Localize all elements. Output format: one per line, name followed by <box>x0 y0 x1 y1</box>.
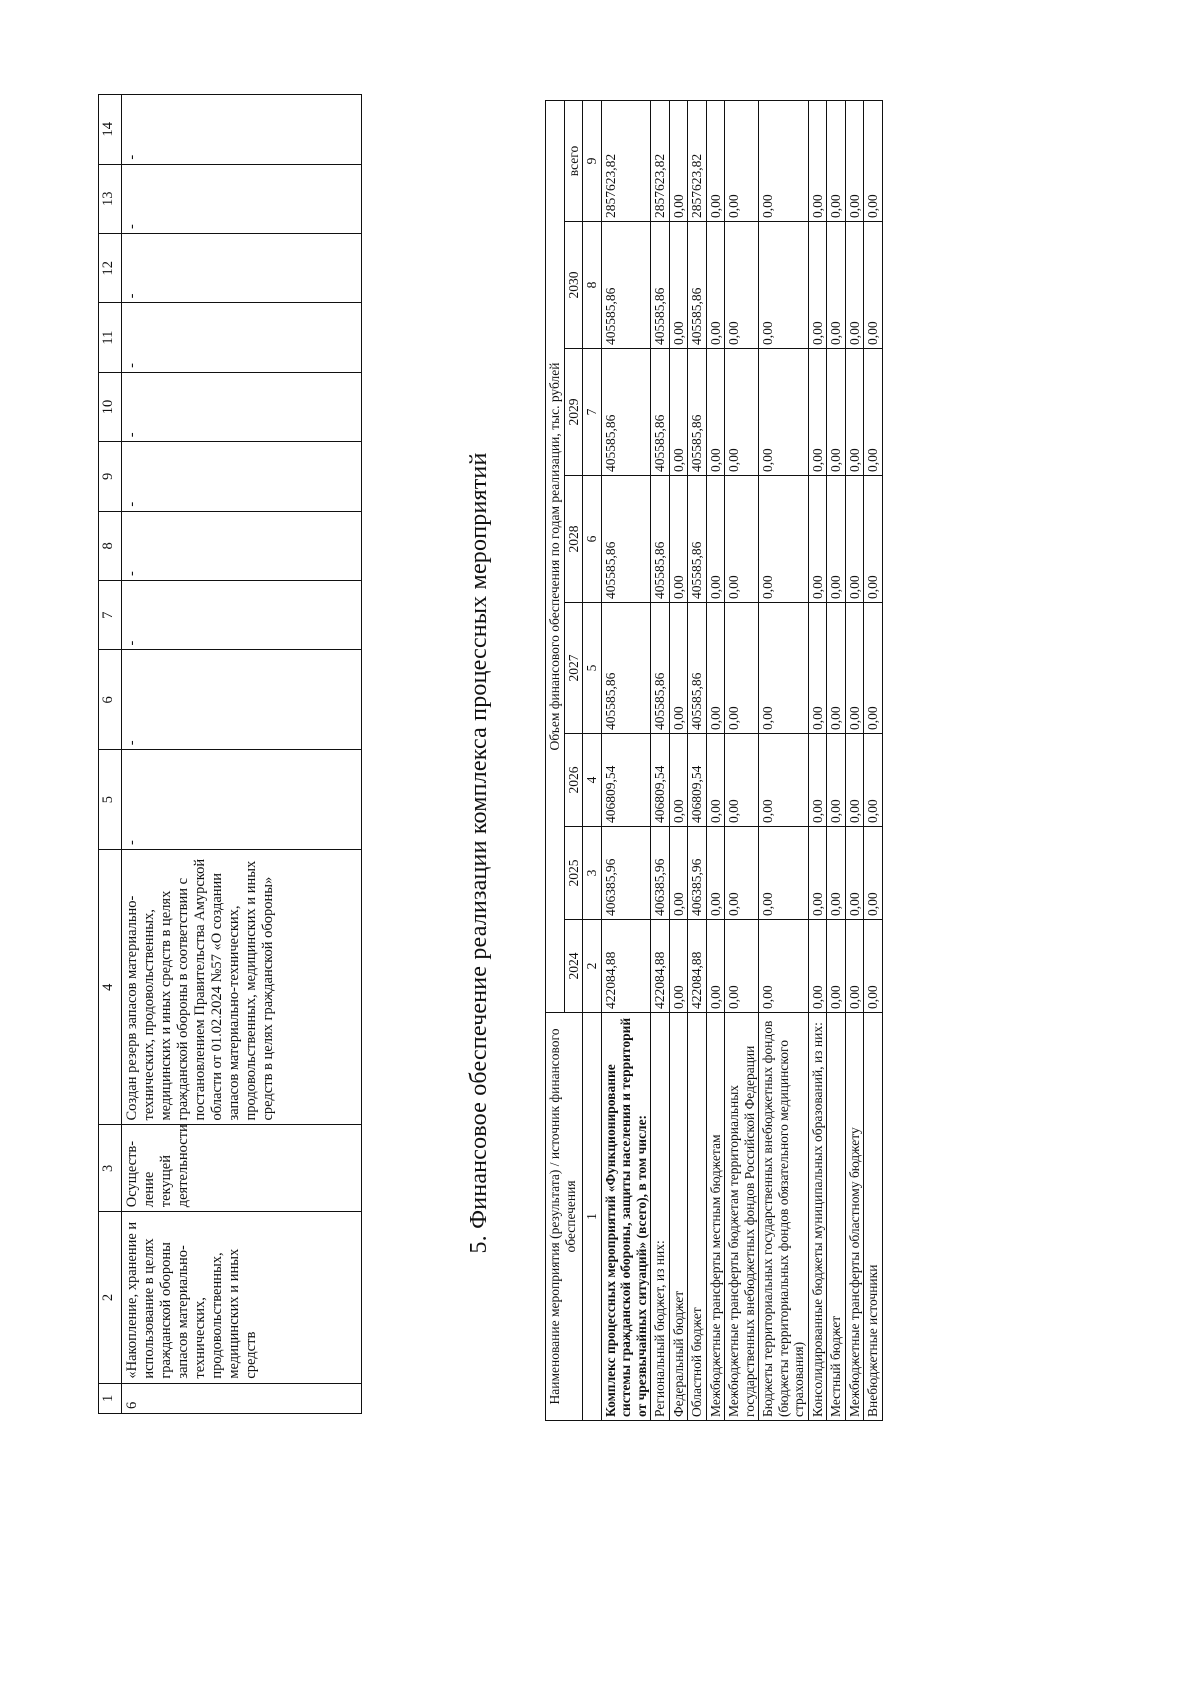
funding-value: 405585,86 <box>651 476 670 603</box>
col-header: 12 <box>99 234 122 303</box>
funding-source-name: Консолидированные бюджеты муниципальных образований, из них: <box>808 1013 827 1421</box>
funding-value: 0,00 <box>669 349 688 476</box>
col-header: 13 <box>99 164 122 233</box>
funding-value: 0,00 <box>669 603 688 734</box>
funding-value: 405585,86 <box>601 476 651 603</box>
table-cell: - <box>122 750 362 850</box>
funding-value: 0,00 <box>864 920 883 1013</box>
funding-value: 405585,86 <box>601 222 651 349</box>
funding-value: 0,00 <box>759 222 809 349</box>
col-header: 4 <box>99 850 122 1126</box>
funding-value: 422084,88 <box>601 920 651 1013</box>
funding-value: 0,00 <box>827 100 846 221</box>
funding-value: 0,00 <box>759 603 809 734</box>
funding-value: 0,00 <box>827 476 846 603</box>
funding-value: 0,00 <box>759 349 809 476</box>
column-number: 4 <box>583 734 602 827</box>
funding-value: 0,00 <box>864 476 883 603</box>
funding-value: 0,00 <box>725 827 759 920</box>
row-number: 6 <box>122 1383 362 1413</box>
funding-value: 0,00 <box>845 222 864 349</box>
funding-value: 0,00 <box>808 603 827 734</box>
table-row <box>706 100 725 1420</box>
table-cell: - <box>122 372 362 441</box>
funding-value: 0,00 <box>725 603 759 734</box>
section-title: 5. Финансовое обеспечение реализации комплекса процессных мероприятий <box>466 452 492 1254</box>
table-row <box>725 100 759 1420</box>
funding-value: 406809,54 <box>601 734 651 827</box>
funding-value: 0,00 <box>759 827 809 920</box>
funding-value: 0,00 <box>808 734 827 827</box>
funding-value: 405585,86 <box>688 349 707 476</box>
table-cell: - <box>122 650 362 750</box>
measure-description: Создан резерв запасов материально-технических, продовольственных, медицинских и иных средств в целях гражданской обороны в соответствии с постановлением Правительства Амурской области от 01.02.2024 №57 «О создании запасов материально-технических, продовольственных, медицинских и иных средств в целях гражданской обороны» <box>122 850 362 1126</box>
year-header: 2024 <box>564 920 583 1013</box>
funding-value: 422084,88 <box>688 920 707 1013</box>
table-cell: - <box>122 511 362 580</box>
funding-value: 0,00 <box>808 827 827 920</box>
funding-value: 0,00 <box>845 603 864 734</box>
funding-value: 406385,96 <box>601 827 651 920</box>
funding-value: 0,00 <box>845 476 864 603</box>
funding-value: 0,00 <box>706 100 725 221</box>
funding-value: 0,00 <box>725 734 759 827</box>
column-number: 1 <box>583 1013 602 1421</box>
funding-value: 2857623,82 <box>651 100 670 221</box>
funding-value: 0,00 <box>864 349 883 476</box>
funding-value: 2857623,82 <box>601 100 651 221</box>
table-row <box>669 100 688 1420</box>
funding-value: 0,00 <box>808 476 827 603</box>
funding-value: 0,00 <box>808 222 827 349</box>
measures-header-row <box>99 95 122 1414</box>
column-number: 6 <box>583 476 602 603</box>
column-number: 9 <box>583 100 602 221</box>
col-header: 1 <box>99 1383 122 1413</box>
funding-source-name: Областной бюджет <box>688 1013 707 1421</box>
year-header: 2027 <box>564 603 583 734</box>
col-header: 7 <box>99 581 122 650</box>
funding-value: 0,00 <box>808 920 827 1013</box>
funding-value: 0,00 <box>864 603 883 734</box>
col-header: 10 <box>99 372 122 441</box>
funding-value: 406385,96 <box>688 827 707 920</box>
funding-value: 405585,86 <box>688 476 707 603</box>
table-row <box>651 100 670 1420</box>
funding-value: 0,00 <box>845 349 864 476</box>
finance-header-row-1 <box>546 100 565 1420</box>
funding-value: 0,00 <box>706 222 725 349</box>
funding-value: 0,00 <box>759 476 809 603</box>
funding-value: 0,00 <box>864 222 883 349</box>
table-cell: - <box>122 581 362 650</box>
table-cell: - <box>122 95 362 165</box>
funding-value: 0,00 <box>669 734 688 827</box>
funding-value: 405585,86 <box>601 349 651 476</box>
funding-value: 0,00 <box>669 920 688 1013</box>
funding-value: 405585,86 <box>651 349 670 476</box>
col-header: 6 <box>99 650 122 750</box>
funding-source-name: Межбюджетные трансферты областному бюджету <box>845 1013 864 1421</box>
finance-colnum-row <box>583 100 602 1420</box>
funding-value: 0,00 <box>725 222 759 349</box>
year-header: 2030 <box>564 222 583 349</box>
funding-value: 0,00 <box>669 476 688 603</box>
funding-value: 406385,96 <box>651 827 670 920</box>
column-number: 2 <box>583 920 602 1013</box>
funding-source-name: Федеральный бюджет <box>669 1013 688 1421</box>
funding-value: 0,00 <box>845 827 864 920</box>
finance-table <box>545 100 883 1421</box>
funding-source-name: Региональный бюджет, из них: <box>651 1013 670 1421</box>
table-row <box>688 100 707 1420</box>
col-header: 2 <box>99 1212 122 1383</box>
funding-value: 406809,54 <box>651 734 670 827</box>
measure-type: Осуществ-ление текущей деятельности <box>122 1125 362 1212</box>
year-header: всего <box>564 100 583 221</box>
table-row <box>864 100 883 1420</box>
col-header: 14 <box>99 95 122 165</box>
funding-value: 0,00 <box>706 734 725 827</box>
year-header: 2025 <box>564 827 583 920</box>
funding-value: 0,00 <box>759 920 809 1013</box>
col-header: 11 <box>99 303 122 372</box>
column-number: 5 <box>583 603 602 734</box>
funding-value: 0,00 <box>725 349 759 476</box>
funding-value: 0,00 <box>808 349 827 476</box>
funding-source-name: Межбюджетные трансферты местным бюджетам <box>706 1013 725 1421</box>
column-number: 8 <box>583 222 602 349</box>
funding-value: 0,00 <box>827 349 846 476</box>
funding-value: 0,00 <box>669 827 688 920</box>
funding-value: 405585,86 <box>688 603 707 734</box>
funding-source-name: Бюджеты территориальных государственных внебюджетных фондов (бюджеты территориальных фондов обязательного медицинского страхования) <box>759 1013 809 1421</box>
funding-value: 0,00 <box>808 100 827 221</box>
funding-source-name: Местный бюджет <box>827 1013 846 1421</box>
funding-value: 0,00 <box>725 920 759 1013</box>
table-cell: - <box>122 234 362 303</box>
volume-header: Объем финансового обеспечения по годам реализации, тыс. рублей <box>546 100 565 1012</box>
year-header: 2026 <box>564 734 583 827</box>
funding-source-name: Внебюджетные источники <box>864 1013 883 1421</box>
funding-value: 0,00 <box>725 476 759 603</box>
funding-value: 0,00 <box>725 100 759 221</box>
column-number: 7 <box>583 349 602 476</box>
funding-value: 405585,86 <box>651 222 670 349</box>
table-cell: - <box>122 164 362 233</box>
table-row <box>845 100 864 1420</box>
funding-value: 0,00 <box>864 734 883 827</box>
name-header: Наименование мероприятия (результата) / источник финансового обеспечения <box>546 1013 583 1421</box>
funding-value: 0,00 <box>864 100 883 221</box>
col-header: 3 <box>99 1125 122 1212</box>
funding-value: 0,00 <box>827 222 846 349</box>
funding-value: 0,00 <box>706 349 725 476</box>
col-header: 8 <box>99 511 122 580</box>
year-header: 2029 <box>564 349 583 476</box>
funding-value: 0,00 <box>827 920 846 1013</box>
funding-value: 0,00 <box>759 734 809 827</box>
col-header: 5 <box>99 750 122 850</box>
funding-value: 422084,88 <box>651 920 670 1013</box>
funding-value: 0,00 <box>706 920 725 1013</box>
funding-value: 0,00 <box>845 100 864 221</box>
funding-value: 2857623,82 <box>688 100 707 221</box>
measure-name: «Накопление, хранение и использование в целях гражданской обороны запасов материально-технических, продовольственных, медицинских и иных средств <box>122 1212 362 1383</box>
funding-value: 0,00 <box>827 734 846 827</box>
funding-value: 0,00 <box>669 100 688 221</box>
column-number: 3 <box>583 827 602 920</box>
funding-value: 405585,86 <box>601 603 651 734</box>
funding-value: 0,00 <box>845 920 864 1013</box>
funding-value: 0,00 <box>845 734 864 827</box>
funding-source-name: Комплекс процессных мероприятий «Функционирование системы гражданской обороны, защиты населения и территорий от чрезвычайных ситуаций» (всего), в том числе: <box>601 1013 651 1421</box>
finance-body <box>601 100 882 1420</box>
table-row <box>827 100 846 1420</box>
table-row <box>601 100 651 1420</box>
funding-value: 0,00 <box>669 222 688 349</box>
col-header: 9 <box>99 442 122 511</box>
year-header: 2028 <box>564 476 583 603</box>
funding-value: 0,00 <box>706 476 725 603</box>
funding-source-name: Межбюджетные трансферты бюджетам территориальных государственных внебюджетных фондов Российской Федерации <box>725 1013 759 1421</box>
funding-value: 406809,54 <box>688 734 707 827</box>
funding-value: 0,00 <box>827 827 846 920</box>
funding-value: 405585,86 <box>688 222 707 349</box>
table-cell: - <box>122 303 362 372</box>
funding-value: 405585,86 <box>651 603 670 734</box>
measures-table <box>98 94 362 1414</box>
table-row <box>759 100 809 1420</box>
table-cell: - <box>122 442 362 511</box>
table-row <box>808 100 827 1420</box>
funding-value: 0,00 <box>706 603 725 734</box>
table-row <box>122 95 362 1414</box>
funding-value: 0,00 <box>864 827 883 920</box>
funding-value: 0,00 <box>706 827 725 920</box>
funding-value: 0,00 <box>759 100 809 221</box>
funding-value: 0,00 <box>827 603 846 734</box>
